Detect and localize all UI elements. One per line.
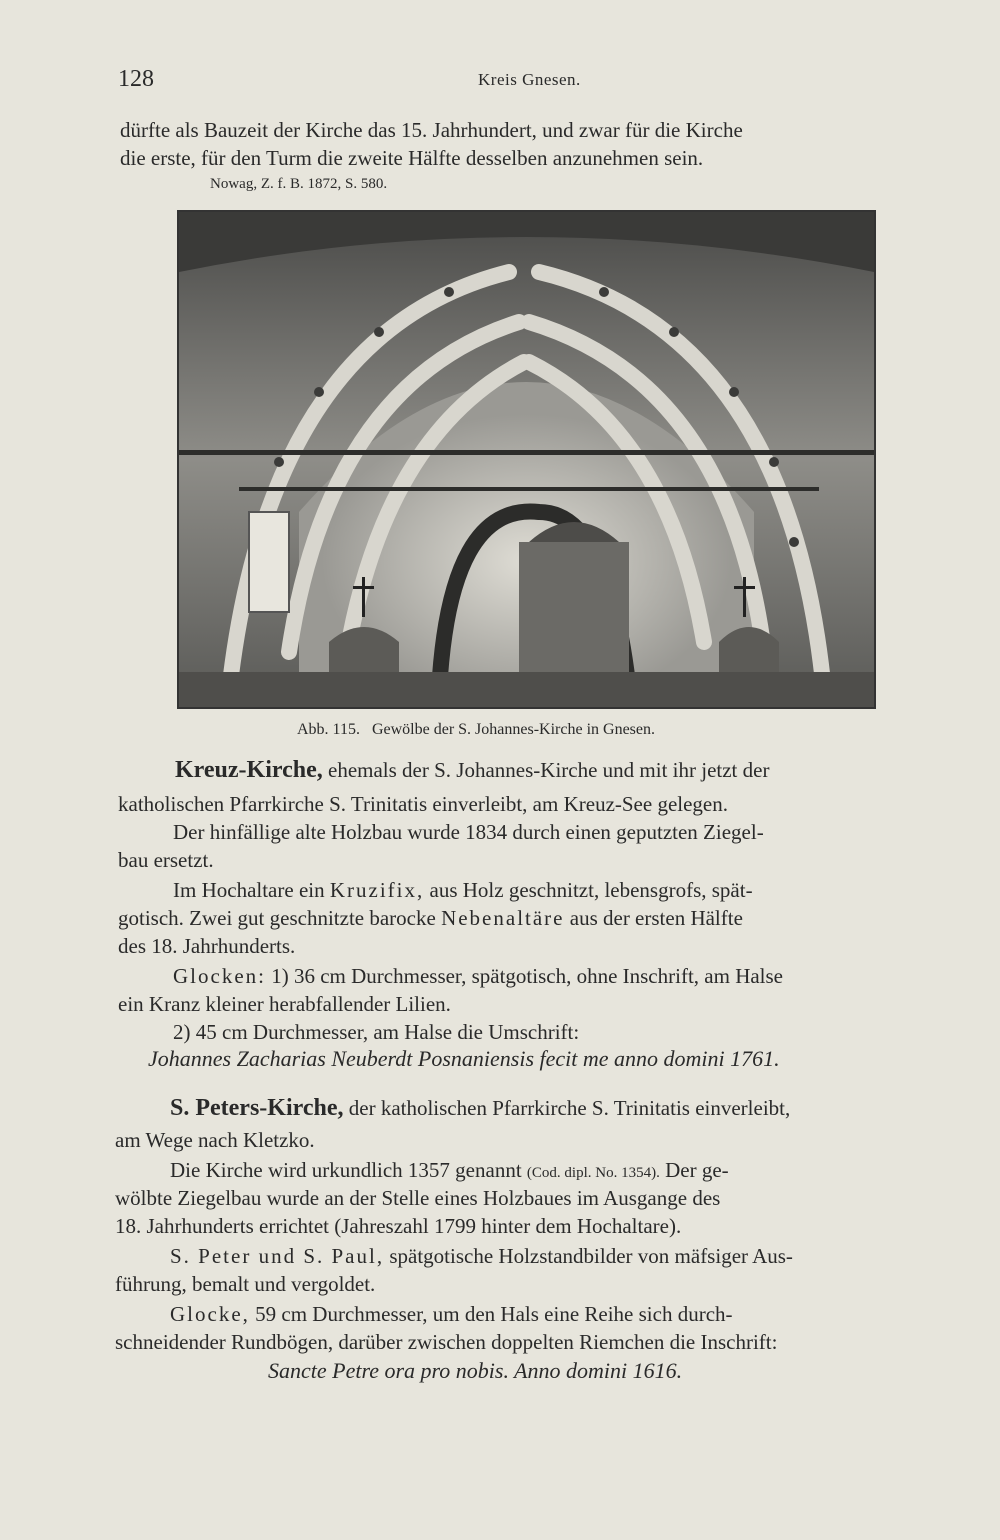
peters-inscription: Sancte Petre ora pro nobis. Anno domini 1616. xyxy=(268,1358,683,1383)
kreuz-p4-l1 xyxy=(173,964,783,988)
kreuz-p1-l2: katholischen Pfarrkirche S. Trinitatis einverleibt, am Kreuz-See gelegen. xyxy=(118,792,728,816)
peters-line-1 xyxy=(170,1096,790,1120)
kreuz-line-1 xyxy=(175,758,769,782)
kreuz-inscription: Johannes Zacharias Neuberdt Posnaniensis fecit me anno domini 1761. xyxy=(148,1046,780,1071)
kreuz-p5-l1: 2) 45 cm Durchmesser, am Halse die Umschrift: xyxy=(173,1020,580,1044)
kreuz-p3-l1c: aus Holz geschnitzt, lebensgrofs, spät- xyxy=(429,878,753,902)
peters-codex-ref: (Cod. dipl. No. 1354). xyxy=(526,1165,660,1181)
peters-p2-l3: 18. Jahrhunderts errichtet (Jahreszahl 1799 hinter dem Hochaltare). xyxy=(115,1214,682,1238)
peters-p4-l2: schneidender Rundbögen, darüber zwischen doppelten Riemchen die Inschrift: xyxy=(115,1330,778,1354)
kreuz-side-altars: Nebenaltäre xyxy=(441,906,565,930)
figure-caption-label: Abb. 115. xyxy=(297,721,360,738)
reference-note: Nowag, Z. f. B. 1872, S. 580. xyxy=(210,176,388,192)
peters-p2-l1a: Die Kirche wird urkundlich 1357 genannt xyxy=(170,1158,522,1182)
kreuz-bells: Glocken: xyxy=(173,964,266,988)
kreuz-p3-l2c: aus der ersten Hälfte xyxy=(569,906,743,930)
peters-statues: S. Peter und S. Paul, xyxy=(170,1244,385,1268)
kreuz-p2-l1: Der hinfällige alte Holzbau wurde 1834 durch einen geputzten Ziegel- xyxy=(173,820,764,844)
kreuz-p3-l2 xyxy=(118,906,743,930)
intro-line-1: dürfte als Bauzeit der Kirche das 15. Jahrhundert, und zwar für die Kirche xyxy=(120,118,743,142)
figure-caption-text: Gewölbe der S. Johannes-Kirche in Gnesen. xyxy=(371,721,655,738)
kreuz-p3-l3: des 18. Jahrhunderts. xyxy=(118,934,296,958)
peters-p2-l2: wölbte Ziegelbau wurde an der Stelle eines Holzbaues im Ausgange des xyxy=(115,1186,721,1210)
peters-p1-l2: am Wege nach Kletzko. xyxy=(115,1128,315,1152)
kreuz-p3-l2a: gotisch. Zwei gut geschnitzte barocke xyxy=(118,906,436,930)
peters-p1-l1: der katholischen Pfarrkirche S. Trinitatis einverleibt, xyxy=(348,1096,791,1120)
figure-caption xyxy=(297,721,655,739)
vault-illustration xyxy=(179,212,874,707)
peters-p3-l2: führung, bemalt und vergoldet. xyxy=(115,1272,376,1296)
peters-bell: Glocke, xyxy=(170,1302,250,1326)
kreuz-p3-l1a: Im Hochaltare ein xyxy=(173,878,325,902)
kreuz-p4-l1b: 1) 36 cm Durchmesser, spätgotisch, ohne Inschrift, am Halse xyxy=(271,964,784,988)
kreuz-p2-l2: bau ersetzt. xyxy=(118,848,214,872)
kreuz-p3-l1 xyxy=(173,878,753,902)
kreuz-p4-l2: ein Kranz kleiner herabfallender Lilien. xyxy=(118,992,451,1016)
intro-line-2: die erste, für den Turm die zweite Hälfte desselben anzunehmen sein. xyxy=(120,146,704,170)
kreuz-title: Kreuz-Kirche, xyxy=(175,757,323,783)
kreuz-crucifix: Kruzifix, xyxy=(329,878,425,902)
peters-p2-l1 xyxy=(170,1158,729,1185)
peters-p3-l1 xyxy=(170,1244,793,1268)
peters-p4-l1b: 59 cm Durchmesser, um den Hals eine Reihe sich durch- xyxy=(255,1302,733,1326)
peters-p3-l1b: spätgotische Holzstandbilder von mäfsiger Aus- xyxy=(389,1244,793,1268)
peters-title: S. Peters-Kirche, xyxy=(170,1095,344,1121)
running-title: Kreis Gnesen. xyxy=(478,70,581,89)
peters-p4-l1 xyxy=(170,1302,733,1326)
church-vault-photo xyxy=(177,210,876,709)
peters-p2-l1c: Der ge- xyxy=(665,1158,729,1182)
page-number: 128 xyxy=(118,66,154,92)
kreuz-p1-l1: ehemals der S. Johannes-Kirche und mit ihr jetzt der xyxy=(328,758,770,782)
